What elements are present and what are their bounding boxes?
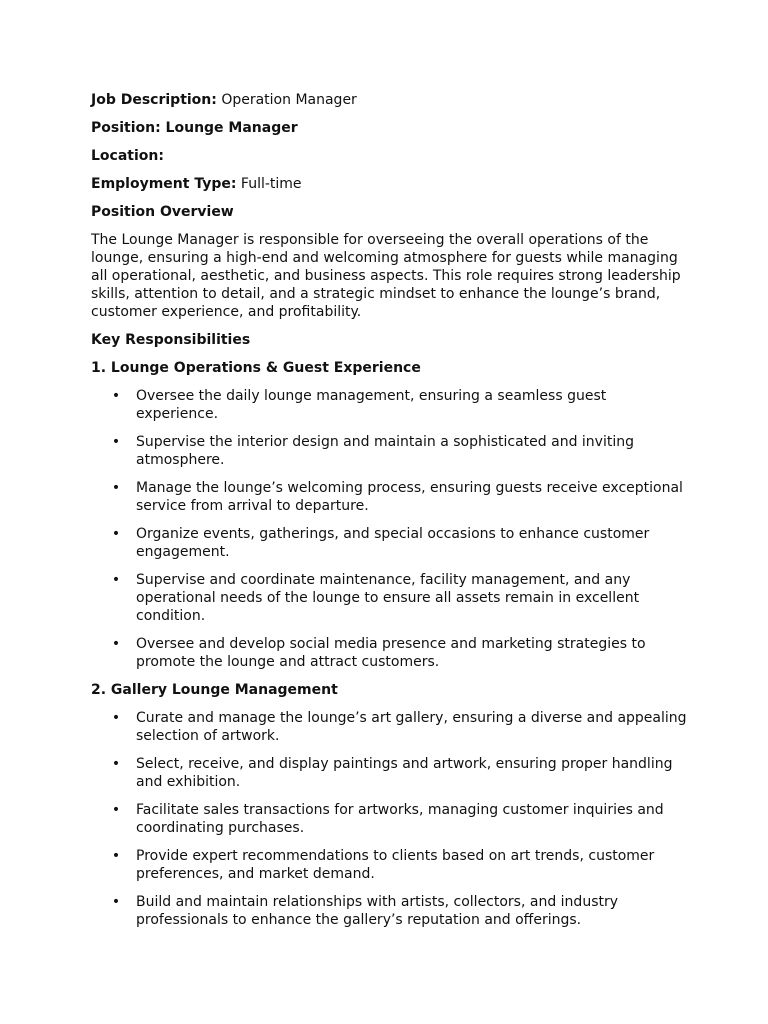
- list-item-text: Organize events, gatherings, and special occasions to enhance customer engagement.: [136, 526, 650, 560]
- list-item-text: Select, receive, and display paintings and artwork, ensuring proper handling and exhibition.: [136, 756, 673, 790]
- bullet-icon: •: [111, 894, 121, 910]
- job-description-field: [91, 91, 691, 109]
- list-item: [91, 433, 691, 469]
- list-item-text: Curate and manage the lounge’s art gallery, ensuring a diverse and appealing selection of artwork.: [136, 710, 687, 744]
- list-item: [91, 893, 691, 929]
- list-item-text: Supervise and coordinate maintenance, facility management, and any operational needs of the lounge to ensure all assets remain in excellent condition.: [136, 572, 640, 624]
- job-description-label: Job Description:: [91, 92, 217, 108]
- list-item: [91, 801, 691, 837]
- document-page: [91, 91, 691, 939]
- employment-type-value: Full-time: [236, 176, 302, 192]
- section-heading-gallery-lounge: 2. Gallery Lounge Management: [91, 682, 338, 698]
- gallery-lounge-list: [91, 709, 691, 929]
- bullet-icon: •: [111, 848, 121, 864]
- position-field: [91, 119, 691, 137]
- section-heading-lounge-operations: 1. Lounge Operations & Guest Experience: [91, 360, 421, 376]
- bullet-icon: •: [111, 572, 121, 588]
- list-item: [91, 387, 691, 423]
- list-item-text: Supervise the interior design and maintain a sophisticated and inviting atmosphere.: [136, 434, 634, 468]
- list-item-text: Oversee and develop social media presence and marketing strategies to promote the lounge and attract customers.: [136, 636, 646, 670]
- bullet-icon: •: [111, 756, 121, 772]
- list-item: [91, 847, 691, 883]
- position-overview-text: The Lounge Manager is responsible for overseeing the overall operations of the lounge, ensuring a high-end and welcoming atmosphere for guests while managing all operational, aesthetic, and business aspects. This role requires strong leadership skills, attention to detail, and a strategic mindset to enhance the lounge’s brand, customer experience, and profitability.: [91, 232, 681, 320]
- list-item: [91, 571, 691, 625]
- employment-type-label: Employment Type:: [91, 176, 237, 192]
- list-item-text: Manage the lounge’s welcoming process, ensuring guests receive exceptional service from arrival to departure.: [136, 480, 683, 514]
- bullet-icon: •: [111, 434, 121, 450]
- list-item-text: Oversee the daily lounge management, ensuring a seamless guest experience.: [136, 388, 607, 422]
- list-item-text: Facilitate sales transactions for artworks, managing customer inquiries and coordinating purchases.: [136, 802, 664, 836]
- list-item: [91, 755, 691, 791]
- bullet-icon: •: [111, 480, 121, 496]
- employment-type-field: [91, 175, 691, 193]
- bullet-icon: •: [111, 526, 121, 542]
- list-item-text: Build and maintain relationships with artists, collectors, and industry professionals to enhance the gallery’s reputation and offerings.: [136, 894, 619, 928]
- list-item: [91, 709, 691, 745]
- key-responsibilities-heading: Key Responsibilities: [91, 332, 251, 348]
- location-label: Location:: [91, 148, 164, 164]
- job-description-value: Operation Manager: [216, 92, 357, 108]
- list-item: [91, 525, 691, 561]
- list-item: [91, 479, 691, 515]
- bullet-icon: •: [111, 802, 121, 818]
- bullet-icon: •: [111, 710, 121, 726]
- list-item-text: Provide expert recommendations to clients based on art trends, customer preferences, and market demand.: [136, 848, 655, 882]
- bullet-icon: •: [111, 636, 121, 652]
- location-field: [91, 147, 691, 165]
- lounge-operations-list: [91, 387, 691, 671]
- position-overview-heading: Position Overview: [91, 204, 234, 220]
- list-item: [91, 635, 691, 671]
- bullet-icon: •: [111, 388, 121, 404]
- position-label: Position: Lounge Manager: [91, 120, 298, 136]
